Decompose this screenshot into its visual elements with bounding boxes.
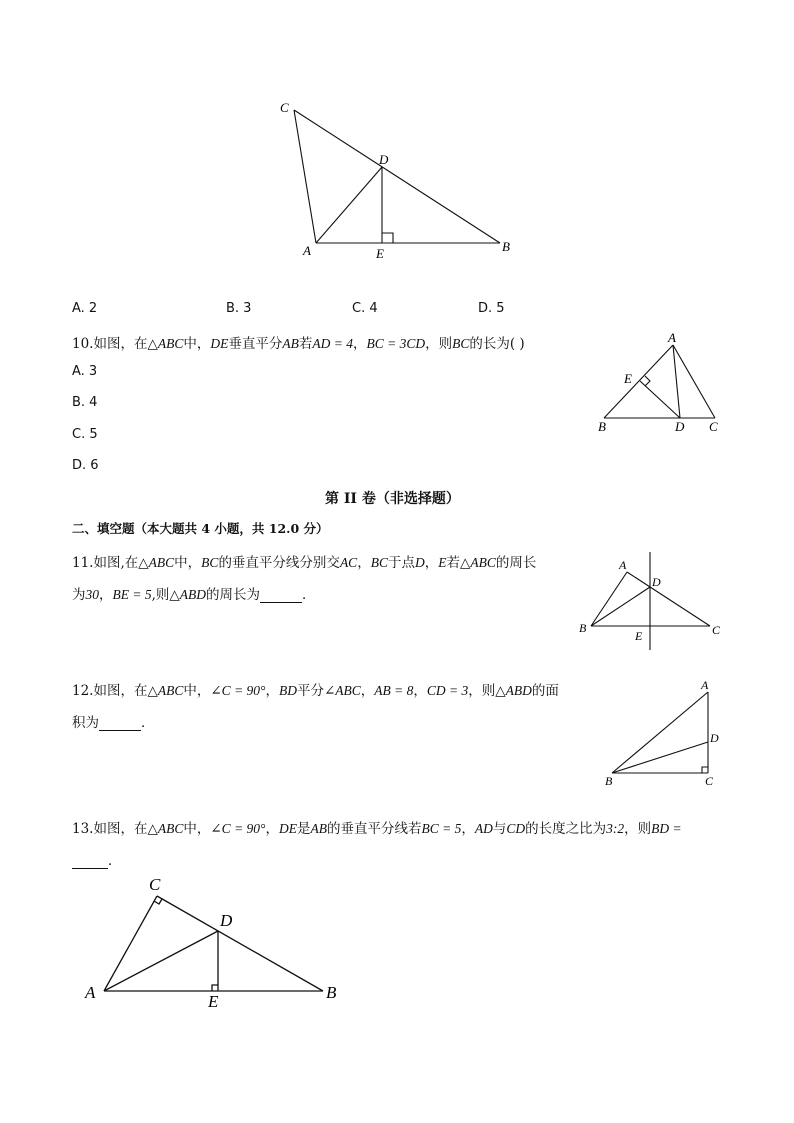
segment-ac: [627, 572, 710, 626]
right-angle-mark: [702, 767, 708, 773]
segment-bd: [612, 742, 708, 773]
label-c: C: [149, 875, 161, 894]
answer-blank[interactable]: [72, 854, 108, 869]
label-b: B: [326, 983, 337, 1002]
q10-choice-a[interactable]: A. 3: [72, 364, 98, 379]
figure-q10: [592, 325, 732, 440]
label-c: C: [280, 100, 289, 115]
label-d: D: [379, 152, 389, 167]
q9-choice-b[interactable]: B. 3: [226, 301, 252, 316]
label-c: C: [712, 623, 721, 637]
label-c: C: [709, 419, 718, 434]
label-a: A: [619, 558, 627, 572]
right-angle-mark: [382, 233, 393, 243]
figure-q9: [280, 95, 530, 265]
segment-ba: [612, 692, 708, 773]
part2-title: 第 II 卷（非选择题）: [325, 491, 460, 507]
label-d: D: [675, 419, 685, 434]
answer-blank[interactable]: [260, 588, 302, 603]
answer-blank[interactable]: [99, 716, 141, 731]
q11-stem-line1: 11.如图,在△ABC中，BC的垂直平分线分别交AC，BC于点D，E若△ABC的周长: [72, 555, 537, 571]
label-a: A: [668, 330, 676, 345]
right-angle-mark-e: [212, 985, 218, 991]
label-e: E: [208, 992, 219, 1011]
q9-choice-a[interactable]: A. 2: [72, 301, 98, 316]
label-b: B: [502, 239, 510, 254]
right-angle-mark: [645, 376, 650, 386]
q13-stem-line1: 13.如图，在△ABC中，∠C = 90°，DE是AB的垂直平分线若BC = 5，AD与CD的长度之比为3:2，则BD =: [72, 821, 682, 837]
label-e: E: [635, 629, 643, 643]
q10-choice-d[interactable]: D. 6: [72, 458, 99, 473]
section-heading: 二、填空题（本大题共 4 小题，共 12.0 分）: [72, 521, 329, 536]
segment-ca: [294, 110, 316, 243]
label-e: E: [624, 371, 632, 386]
label-a: A: [701, 678, 709, 692]
label-d: D: [220, 911, 233, 930]
q10-stem: 10.如图，在△ABC中，DE垂直平分AB若AD = 4，BC = 3CD，则BC的长为( ): [72, 336, 525, 352]
q10-choice-b[interactable]: B. 4: [72, 395, 98, 410]
segment-cb: [157, 896, 323, 991]
segment-ad: [316, 167, 382, 243]
label-b: B: [605, 774, 613, 788]
q13-stem-line2: ．: [72, 849, 122, 869]
label-b: B: [579, 621, 587, 635]
segment-ba: [604, 345, 673, 418]
segment-cb: [294, 110, 500, 243]
segment-ba: [591, 572, 627, 626]
figure-q12: [598, 676, 728, 788]
label-a: A: [303, 243, 311, 258]
label-e: E: [376, 246, 384, 261]
q10-choice-c[interactable]: C. 5: [72, 427, 98, 442]
q9-choice-c[interactable]: C. 4: [352, 301, 378, 316]
label-a: A: [85, 983, 96, 1002]
q11-stem-line2: 为30，BE = 5,则△ABD的周长为 ．: [72, 587, 316, 603]
q12-stem-line1: 12.如图，在△ABC中，∠C = 90°，BD平分∠ABC，AB = 8，CD = 3，则△ABD的面: [72, 683, 559, 699]
q12-stem-line2: 积为 ．: [72, 715, 155, 731]
label-d: D: [652, 575, 661, 589]
segment-bd: [591, 587, 650, 626]
label-d: D: [710, 731, 719, 745]
label-c: C: [705, 774, 714, 788]
q9-choice-d[interactable]: D. 5: [478, 301, 505, 316]
segment-ed: [640, 381, 680, 418]
figure-q13: [80, 870, 350, 1015]
label-b: B: [598, 419, 606, 434]
figure-q11: [575, 548, 735, 654]
